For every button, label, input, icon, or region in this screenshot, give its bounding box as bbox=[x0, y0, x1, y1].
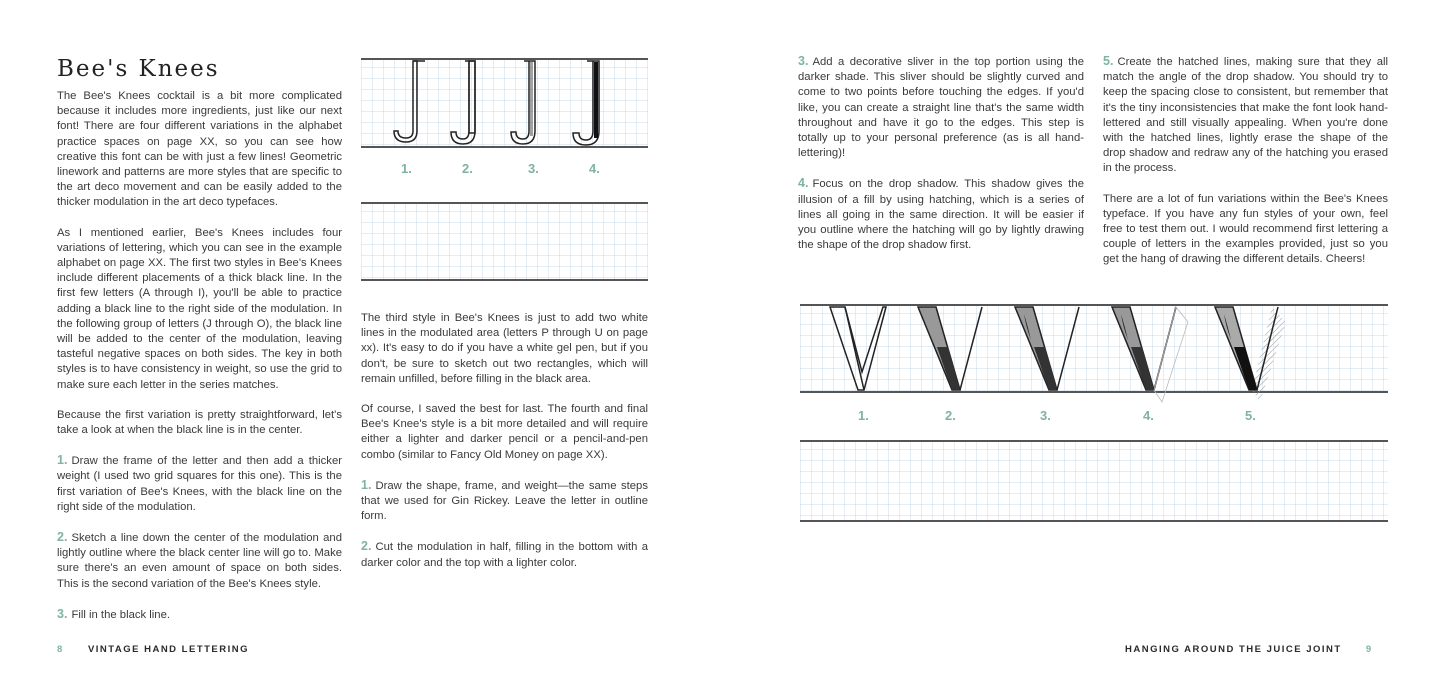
label-v-1: 1. bbox=[858, 408, 869, 423]
label-v-5: 5. bbox=[1245, 408, 1256, 423]
label-v-3: 3. bbox=[1040, 408, 1051, 423]
fourth-style-paragraph: Of course, I saved the best for last. The fourth and final Bee's Knee's style is a bit more detailed and will require either a lighter and darker pencil or a pencil-and-pen combo (similar to Fancy Old Money on page XX). bbox=[361, 403, 648, 461]
center-line-paragraph: Because the first variation is pretty straightforward, let's take a look at when the black line is in the center. bbox=[57, 408, 342, 437]
v-variations-illustration bbox=[800, 302, 1388, 427]
label-j-3: 3. bbox=[528, 161, 539, 176]
closing-paragraph: There are a lot of fun variations within the Bee's Knees typeface. If you have any fun styles of your own, feel free to test them out. I would recommend first lettering a couple of letters in the examples provided, just so you get the hang of drawing the different details. Cheers! bbox=[1103, 192, 1388, 266]
step-number: 1. bbox=[57, 453, 68, 468]
right-column-2 bbox=[1103, 54, 1388, 283]
step-1: 1. Draw the shape, frame, and weight—the same steps that we used for Gin Rickey. Leave the letter in outline form. bbox=[361, 477, 648, 523]
book-title: VINTAGE HAND LETTERING bbox=[87, 644, 250, 655]
third-style-paragraph: The third style in Bee's Knees is just to add two white lines in the modulated area (letters P through U on page xx). It's easy to do if you have a white gel pen, but if you don't, be sure to sketch out two rectangles, which will remain unfilled, before filling in the black area. bbox=[361, 312, 648, 385]
j-variations-illustration bbox=[361, 56, 648, 181]
practice-grid-right bbox=[800, 438, 1388, 525]
step-3: 3. Add a decorative sliver in the top portion using the darker shade. This sliver should be slightly curved and come to two points before touching the edges. If you'd like, you can create a straight line that's the same width throughout and have it go to the edges. This step is totally up to your personal preference (as is all hand-lettering)! bbox=[798, 54, 1084, 160]
left-column-1 bbox=[57, 89, 342, 638]
step-number: 5. bbox=[1103, 54, 1114, 68]
left-column-2 bbox=[361, 311, 648, 586]
step-4: 4. Focus on the drop shadow. This shadow gives the illusion of a fill by using hatching, which is a series of lines all going in the same direction. It will be easier if you outline where the hatching will go by lightly drawing the shape of the drop shadow first. bbox=[798, 176, 1084, 252]
step-1: 1. Draw the frame of the letter and then add a thicker weight (I used two grid squares for this one). This is the first variation of Bee's Knees, with the black line on the right side of the modulation. bbox=[57, 453, 342, 513]
page-number: 8 bbox=[57, 644, 64, 655]
page-number: 9 bbox=[1365, 644, 1373, 655]
page-title: Bee's Knees bbox=[57, 56, 220, 82]
label-j-2: 2. bbox=[462, 161, 473, 176]
chapter-title: HANGING AROUND THE JUICE JOINT bbox=[1125, 644, 1342, 655]
step-number: 2. bbox=[361, 539, 372, 554]
step-number: 2. bbox=[57, 530, 68, 545]
step-5: 5. Create the hatched lines, making sure that they all match the angle of the drop shadow. You should try to keep the spacing close to consistent, but remember that it's the tiny inconsistencies that make the font look hand-lettered and still visually appealing. When you're done with the hatched lines, lightly erase the shape of the drop shadow and redraw any of the hatching you erased in the process. bbox=[1103, 54, 1388, 175]
intro-paragraph: The Bee's Knees cocktail is a bit more complicated because it includes more ingredients, just like our next font! There are four different variations in the alphabet practice spaces on page XX, so you can see how creative this font can be with just a few lines! Geometric linework and patterns are more styles that are specific to the art deco movement and can be easily added to the thicker modulation in the art deco typefaces. bbox=[57, 90, 342, 209]
right-footer bbox=[1125, 644, 1373, 655]
right-column-1 bbox=[798, 54, 1084, 268]
step-3: 3. Fill in the black line. bbox=[57, 606, 171, 621]
step-2: 2. Sketch a line down the center of the modulation and lightly outline where the black center line will go to. Make sure there's an even amount of space on both sides. This is the second variation of the Bee's Knees style. bbox=[57, 530, 342, 590]
variations-paragraph: As I mentioned earlier, Bee's Knees includes four variations of lettering, which you can see in the example alphabet on page XX. The first two styles in Bee's Knees include different placements of a thick black line. In the first few letters (A through I), you'll be able to practice adding a black line to the right side of the modulation. In the following group of letters (J through O), the black line will be added to the center of the modulation, leaving tasteful negative spaces on both sides. The key in both styles is to have consistency in weight, so use the grid to make sure each letter in the series matches. bbox=[57, 226, 342, 391]
left-footer bbox=[57, 644, 249, 655]
step-2: 2. Cut the modulation in half, filling in the bottom with a darker color and the top with a lighter color. bbox=[361, 539, 648, 569]
step-number: 1. bbox=[361, 477, 372, 492]
label-j-1: 1. bbox=[401, 161, 412, 176]
step-number: 3. bbox=[798, 54, 809, 68]
label-j-4: 4. bbox=[589, 161, 600, 176]
label-v-4: 4. bbox=[1143, 408, 1154, 423]
step-number: 4. bbox=[798, 176, 809, 191]
practice-grid-left bbox=[361, 200, 648, 285]
label-v-2: 2. bbox=[945, 408, 956, 423]
step-number: 3. bbox=[57, 606, 68, 621]
